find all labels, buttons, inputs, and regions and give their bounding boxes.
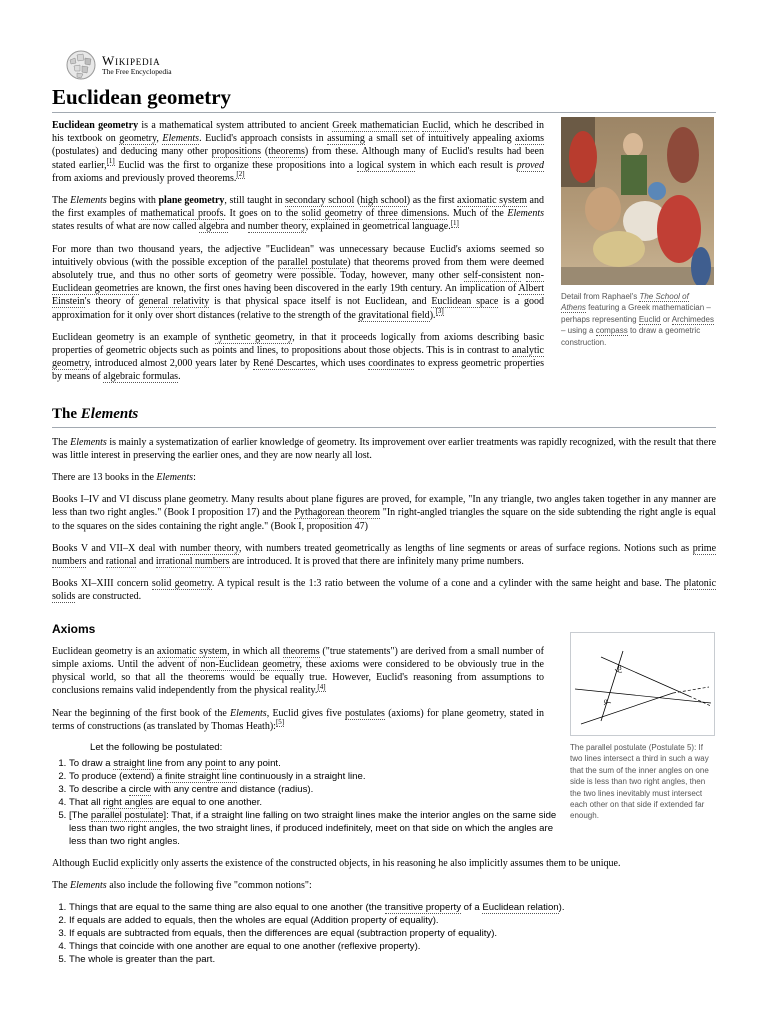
wiki-link[interactable]: The School of Athens: [561, 292, 689, 313]
lead-section: [52, 119, 544, 384]
wiki-link[interactable]: Albert Einstein: [52, 283, 544, 308]
elements-heading: [52, 404, 716, 428]
text-run: Books V and VII–X deal with: [52, 542, 181, 554]
text-run: and: [228, 221, 248, 233]
text-run: To describe a: [69, 783, 129, 795]
parallel-postulate-figure: [570, 632, 714, 822]
text-run: ]: That, if a straight line falling on two straight lines make the interior angles on the same side less than two right angles, the two straight lines, if produced indefinitely, meet on that side on which the angles are less than two right angles.: [69, 809, 557, 847]
citation-link[interactable]: [4]: [317, 682, 326, 691]
wiki-link[interactable]: transitive property: [384, 902, 461, 914]
wiki-link[interactable]: postulates: [344, 707, 385, 719]
bold-text: Euclidean geometry: [52, 120, 139, 131]
text-run: or: [660, 314, 672, 324]
text-run: Euclid was the first to organize these propositions into a: [114, 159, 357, 171]
text-run: is a good approximation for it only over short distances (relative to the strength of the: [52, 296, 545, 321]
elements-paragraph-3: [52, 493, 716, 533]
wiki-link[interactable]: solid geometry: [151, 578, 212, 590]
text-run: 's theory of: [84, 296, 139, 308]
text-run: , Euclid gives five: [266, 707, 345, 719]
wiki-link[interactable]: parallel postulate: [90, 809, 164, 821]
text-run: If equals are added to equals, then the wholes are equal (Addition property of equality).: [69, 915, 439, 927]
text-run: Books XI–XIII concern: [52, 578, 152, 590]
citation-link[interactable]: [1]: [106, 157, 115, 166]
wiki-link[interactable]: right angles: [103, 796, 153, 808]
text-run: ) from these. Although many of Euclid's results had been stated earlier,: [52, 146, 545, 171]
wiki-link[interactable]: platonic solids: [52, 578, 717, 603]
text-run: ,: [156, 133, 163, 145]
axioms-paragraph-3: [52, 857, 716, 870]
wiki-link[interactable]: secondary school: [285, 195, 355, 207]
text-run: , still taught in: [224, 195, 286, 207]
text-run: . Much of the: [446, 208, 508, 220]
axioms-paragraph-1: [52, 645, 544, 698]
lead-paragraph-4: [52, 331, 544, 384]
wiki-link[interactable]: coordinates: [368, 358, 415, 370]
wiki-link[interactable]: Euclid: [638, 314, 661, 324]
text-run: Although Euclid explicitly only asserts the existence of the constructed objects, in his reasoning he also implicitly assumes them to be unique.: [52, 857, 621, 869]
text-run: , in that it proceeds logically from axioms describing basic properties of geometric objects such as points and lines, to propositions about those objects. This is in contrast to: [52, 331, 545, 357]
wiki-link[interactable]: axioms: [515, 133, 545, 145]
wiki-link[interactable]: point: [204, 757, 226, 769]
wiki-link[interactable]: solid geometry: [301, 208, 363, 220]
text-run: also include the following five "common notions":: [106, 880, 312, 892]
text-run: featuring a Greek mathematician – perhaps representing: [561, 303, 711, 324]
list-item: [69, 783, 561, 796]
text-run: Things that are equal to the same thing are also equal to one another (the: [69, 902, 385, 914]
text-run: – using a: [561, 326, 596, 336]
axioms-paragraph-4: [52, 879, 716, 892]
text-run: ) as the first: [406, 195, 458, 207]
wiki-link[interactable]: logical system: [356, 159, 416, 171]
wiki-link[interactable]: straight line: [113, 757, 163, 769]
text-run: The: [52, 436, 71, 448]
wiki-link[interactable]: René Descartes: [253, 358, 316, 370]
text-run: from axioms and previously proved theorems.: [52, 172, 237, 184]
elements-heading-italic: Elements: [80, 405, 139, 422]
text-run: The: [52, 880, 71, 892]
text-run: Near the beginning of the first book of the: [52, 707, 231, 719]
text-run: (: [261, 146, 269, 158]
text-run: to draw a geometric construction.: [561, 326, 701, 347]
text-run: with any centre and distance (radius).: [151, 783, 314, 795]
text-run: Books I–IV and VI discuss plane geometry. Many results about plane figures are proved, for example, "In any triangle, two angles taken together in any manner are less than two right angles." (Book I proposition 17) and the: [52, 494, 716, 519]
text-run: are constructed.: [75, 591, 142, 603]
wiki-link[interactable]: non-Euclidean geometries: [52, 270, 545, 295]
text-run: to express geometric properties by means of: [52, 358, 544, 383]
text-run: , which he described in his textbook on: [52, 120, 544, 145]
text-run: For more than two thousand years, the adjective "Euclidean" was unnecessary because Euclid's axioms seemed so intuitively obvious (with the possible exception of the: [52, 243, 544, 268]
postulates-list: [52, 757, 561, 848]
list-item: [69, 770, 561, 783]
wiki-link[interactable]: Archimedes: [671, 314, 714, 324]
wiki-link[interactable]: Euclidean relation: [482, 902, 559, 914]
text-run: To produce (extend) a: [69, 770, 165, 782]
lead-paragraph-3: [52, 243, 544, 322]
text-run: and the first examples of: [52, 195, 544, 220]
citation-link[interactable]: [5]: [275, 718, 285, 727]
list-item: [69, 927, 716, 940]
text-run: , with numbers treated geometrically as lengths of line segments or areas of surface regions. Notions such as: [239, 542, 693, 554]
text-run: "In right-angled triangles the square on the side subtending the right angle is equal to the squares on the sides containing the right angle." (Book I, proposition 47): [52, 507, 716, 532]
text-run: [The: [69, 809, 91, 821]
list-item: [69, 940, 716, 953]
text-run: Euclidean geometry is an example of: [52, 331, 215, 343]
text-run: .: [178, 371, 181, 383]
lead-paragraph-2: [52, 194, 544, 234]
wiki-link[interactable]: algebra: [198, 221, 229, 233]
text-run: is that physical space itself is not Euclidean, and: [209, 296, 432, 308]
text-run: :: [193, 472, 196, 484]
text-run: (: [354, 195, 361, 207]
wiki-link[interactable]: general relativity: [138, 296, 210, 308]
elements-heading-prefix: The: [52, 405, 81, 422]
text-run: . It goes on to the: [223, 208, 302, 220]
text-run: are equal to one another.: [152, 796, 263, 808]
parallel-postulate-image[interactable]: [570, 632, 715, 736]
text-run: to any point.: [225, 757, 281, 769]
text-run: Elements: [70, 195, 107, 207]
text-run: . Euclid's approach consists in: [199, 133, 328, 145]
text-run: To draw a: [69, 757, 114, 769]
text-run: states results of what are now called: [52, 221, 199, 233]
wiki-link[interactable]: rational: [105, 556, 137, 568]
citation-link[interactable]: [2]: [236, 170, 245, 179]
beta-label: β: [618, 664, 622, 672]
text-run: of a: [461, 902, 483, 914]
wiki-link[interactable]: proved: [516, 159, 544, 171]
text-run: Elements: [507, 208, 544, 220]
text-run: Elements: [70, 436, 107, 448]
text-run: There are 13 books in the: [52, 472, 157, 484]
text-run: of: [362, 208, 378, 220]
wiki-link[interactable]: finite straight line: [165, 770, 237, 782]
text-run: in which each result is: [415, 159, 517, 171]
elements-paragraph-4: [52, 542, 716, 568]
text-run: That all: [69, 796, 104, 808]
text-run: are introduced. It is proved that there are infinitely many prime numbers.: [229, 556, 524, 568]
axioms-paragraph-2: [52, 707, 544, 733]
wiki-link[interactable]: Pythagorean theorem: [294, 507, 380, 519]
wiki-link[interactable]: analytic geometry: [52, 345, 544, 370]
wikipedia-logo[interactable]: [52, 48, 716, 82]
list-item: [69, 953, 716, 966]
elements-paragraph-5: [52, 577, 716, 603]
citation-link[interactable]: [3]: [435, 307, 444, 316]
wiki-link[interactable]: Elements: [162, 133, 200, 145]
wiki-link[interactable]: number theory: [247, 221, 306, 233]
wiki-link[interactable]: irrational numbers: [155, 556, 230, 568]
wiki-link[interactable]: non-Euclidean geometry: [200, 658, 300, 670]
parallel-postulate-caption: The parallel postulate (Postulate 5): If two lines intersect a third in such a way that the sum of the inner angles on one side is less than two right angles, then the two lines inevitably must intersect each other on that side if extended far enough.: [570, 743, 709, 821]
text-run: and: [136, 556, 156, 568]
wiki-link[interactable]: three dimensions: [377, 208, 447, 220]
wiki-link[interactable]: Greek mathematician: [332, 120, 419, 131]
wiki-link[interactable]: assuming: [327, 133, 365, 145]
wiki-link[interactable]: algebraic formulas: [103, 371, 179, 383]
wiki-link[interactable]: gravitational field: [358, 309, 430, 321]
text-run: a small set of intuitively appealing: [364, 133, 516, 145]
wiki-link[interactable]: propositions: [211, 146, 262, 158]
wiki-link[interactable]: axiomatic system: [457, 195, 527, 207]
text-run: is mainly a systematization of earlier knowledge of geometry. Its improvement over earlier treatments was rapidly recognized, with the result that there was little interest in preserving the earlier ones, and they are now nearly all lost.: [52, 436, 717, 461]
text-run: Elements: [230, 707, 267, 719]
list-item: [69, 796, 561, 809]
text-run: . A typical result is the 1:3 ratio between the volume of a cone and a cylinder with the same height and base. The: [211, 578, 684, 590]
text-run: ).: [429, 309, 436, 321]
postulates-intro: Let the following be postulated:: [90, 741, 223, 753]
text-run: Euclidean geometry is an: [52, 645, 158, 657]
bold-text: plane geometry: [158, 195, 225, 207]
text-run: , which uses: [315, 358, 369, 370]
text-run: is a mathematical system attributed to ancient: [138, 120, 333, 131]
wiki-link[interactable]: geometry: [119, 133, 157, 145]
text-run: from any: [162, 757, 205, 769]
text-run: continuously in a straight line.: [237, 770, 366, 782]
lead-paragraph-1: [52, 119, 544, 185]
wiki-link[interactable]: compass: [595, 326, 628, 336]
wiki-link[interactable]: Euclid: [422, 120, 449, 131]
citation-link[interactable]: [1]: [450, 219, 459, 228]
text-run: ("true statements") are derived from a small number of simple axioms. Until the advent of: [52, 645, 544, 670]
text-run: If equals are subtracted from equals, then the differences are equal (subtraction property of equality).: [69, 928, 498, 940]
wiki-link[interactable]: high school: [360, 195, 407, 207]
text-run: begins with: [106, 195, 159, 207]
alpha-label: α: [604, 697, 608, 705]
text-run: (axioms) for plane geometry, stated in terms of constructions (as translated by Thomas Heath):: [52, 707, 544, 732]
wiki-link[interactable]: parallel postulate: [277, 256, 348, 268]
list-item: [69, 914, 716, 927]
axioms-heading: Axioms: [52, 621, 96, 636]
wiki-link[interactable]: synthetic geometry: [214, 331, 293, 343]
wiki-link[interactable]: axiomatic system: [157, 645, 228, 657]
text-run: are known, the first ones having been discovered in the early 19th century. An implication of: [138, 283, 519, 295]
article: [52, 48, 716, 975]
text-run: The: [52, 195, 71, 207]
text-run: and: [86, 556, 106, 568]
wiki-link[interactable]: theorems: [282, 645, 320, 657]
axioms-intro-block: [52, 645, 544, 733]
wikipedia-globe-icon: [66, 50, 96, 80]
school-of-athens-figure: [561, 117, 715, 348]
wikipedia-wordmark: Wikipedia: [102, 53, 161, 69]
text-run: , introduced almost 2,000 years later by: [89, 358, 254, 370]
elements-paragraph-1: [52, 436, 716, 462]
text-run: ) that theorems proved from them were deemed absolutely true, and thus no other sorts of geometry were possible. Today, however, many other: [52, 256, 544, 282]
text-run: Detail from Raphael's: [561, 292, 640, 301]
text-run: , explained in geometrical language.: [305, 221, 451, 233]
text-run: , in which all: [227, 645, 283, 657]
text-run: Elements: [156, 472, 194, 484]
wiki-link[interactable]: prime numbers: [52, 542, 717, 568]
wiki-link[interactable]: theorems: [268, 146, 305, 158]
wiki-link[interactable]: number theory: [180, 542, 240, 554]
wiki-link[interactable]: circle: [128, 783, 152, 795]
text-run: ).: [558, 902, 565, 914]
page-title: Euclidean geometry: [52, 84, 716, 113]
text-run: Elements: [70, 880, 107, 892]
text-run: , these axioms were considered to be obviously true in the physical world, so that all the theorems would be equally true. However, Euclid's reasoning from assumptions to conclusions remains valid independently from the physical reality.: [52, 658, 544, 697]
school-of-athens-caption: [561, 291, 715, 348]
school-of-athens-image[interactable]: [561, 117, 714, 285]
text-run: Things that coincide with one another are equal to one another (reflexive property).: [69, 941, 421, 953]
list-item: [69, 809, 561, 848]
wiki-link[interactable]: Euclidean space: [431, 296, 499, 308]
list-item: [69, 901, 716, 914]
common-notions-list: [52, 901, 716, 966]
elements-paragraph-2: [52, 471, 716, 484]
wiki-link[interactable]: mathematical proofs: [140, 208, 224, 220]
text-run: (postulates) and deducing many other: [52, 146, 212, 158]
wiki-link[interactable]: self-consistent: [463, 270, 522, 282]
list-item: [69, 757, 561, 770]
wikipedia-tagline: The Free Encyclopedia: [102, 67, 172, 77]
text-run: The whole is greater than the part.: [69, 954, 216, 966]
